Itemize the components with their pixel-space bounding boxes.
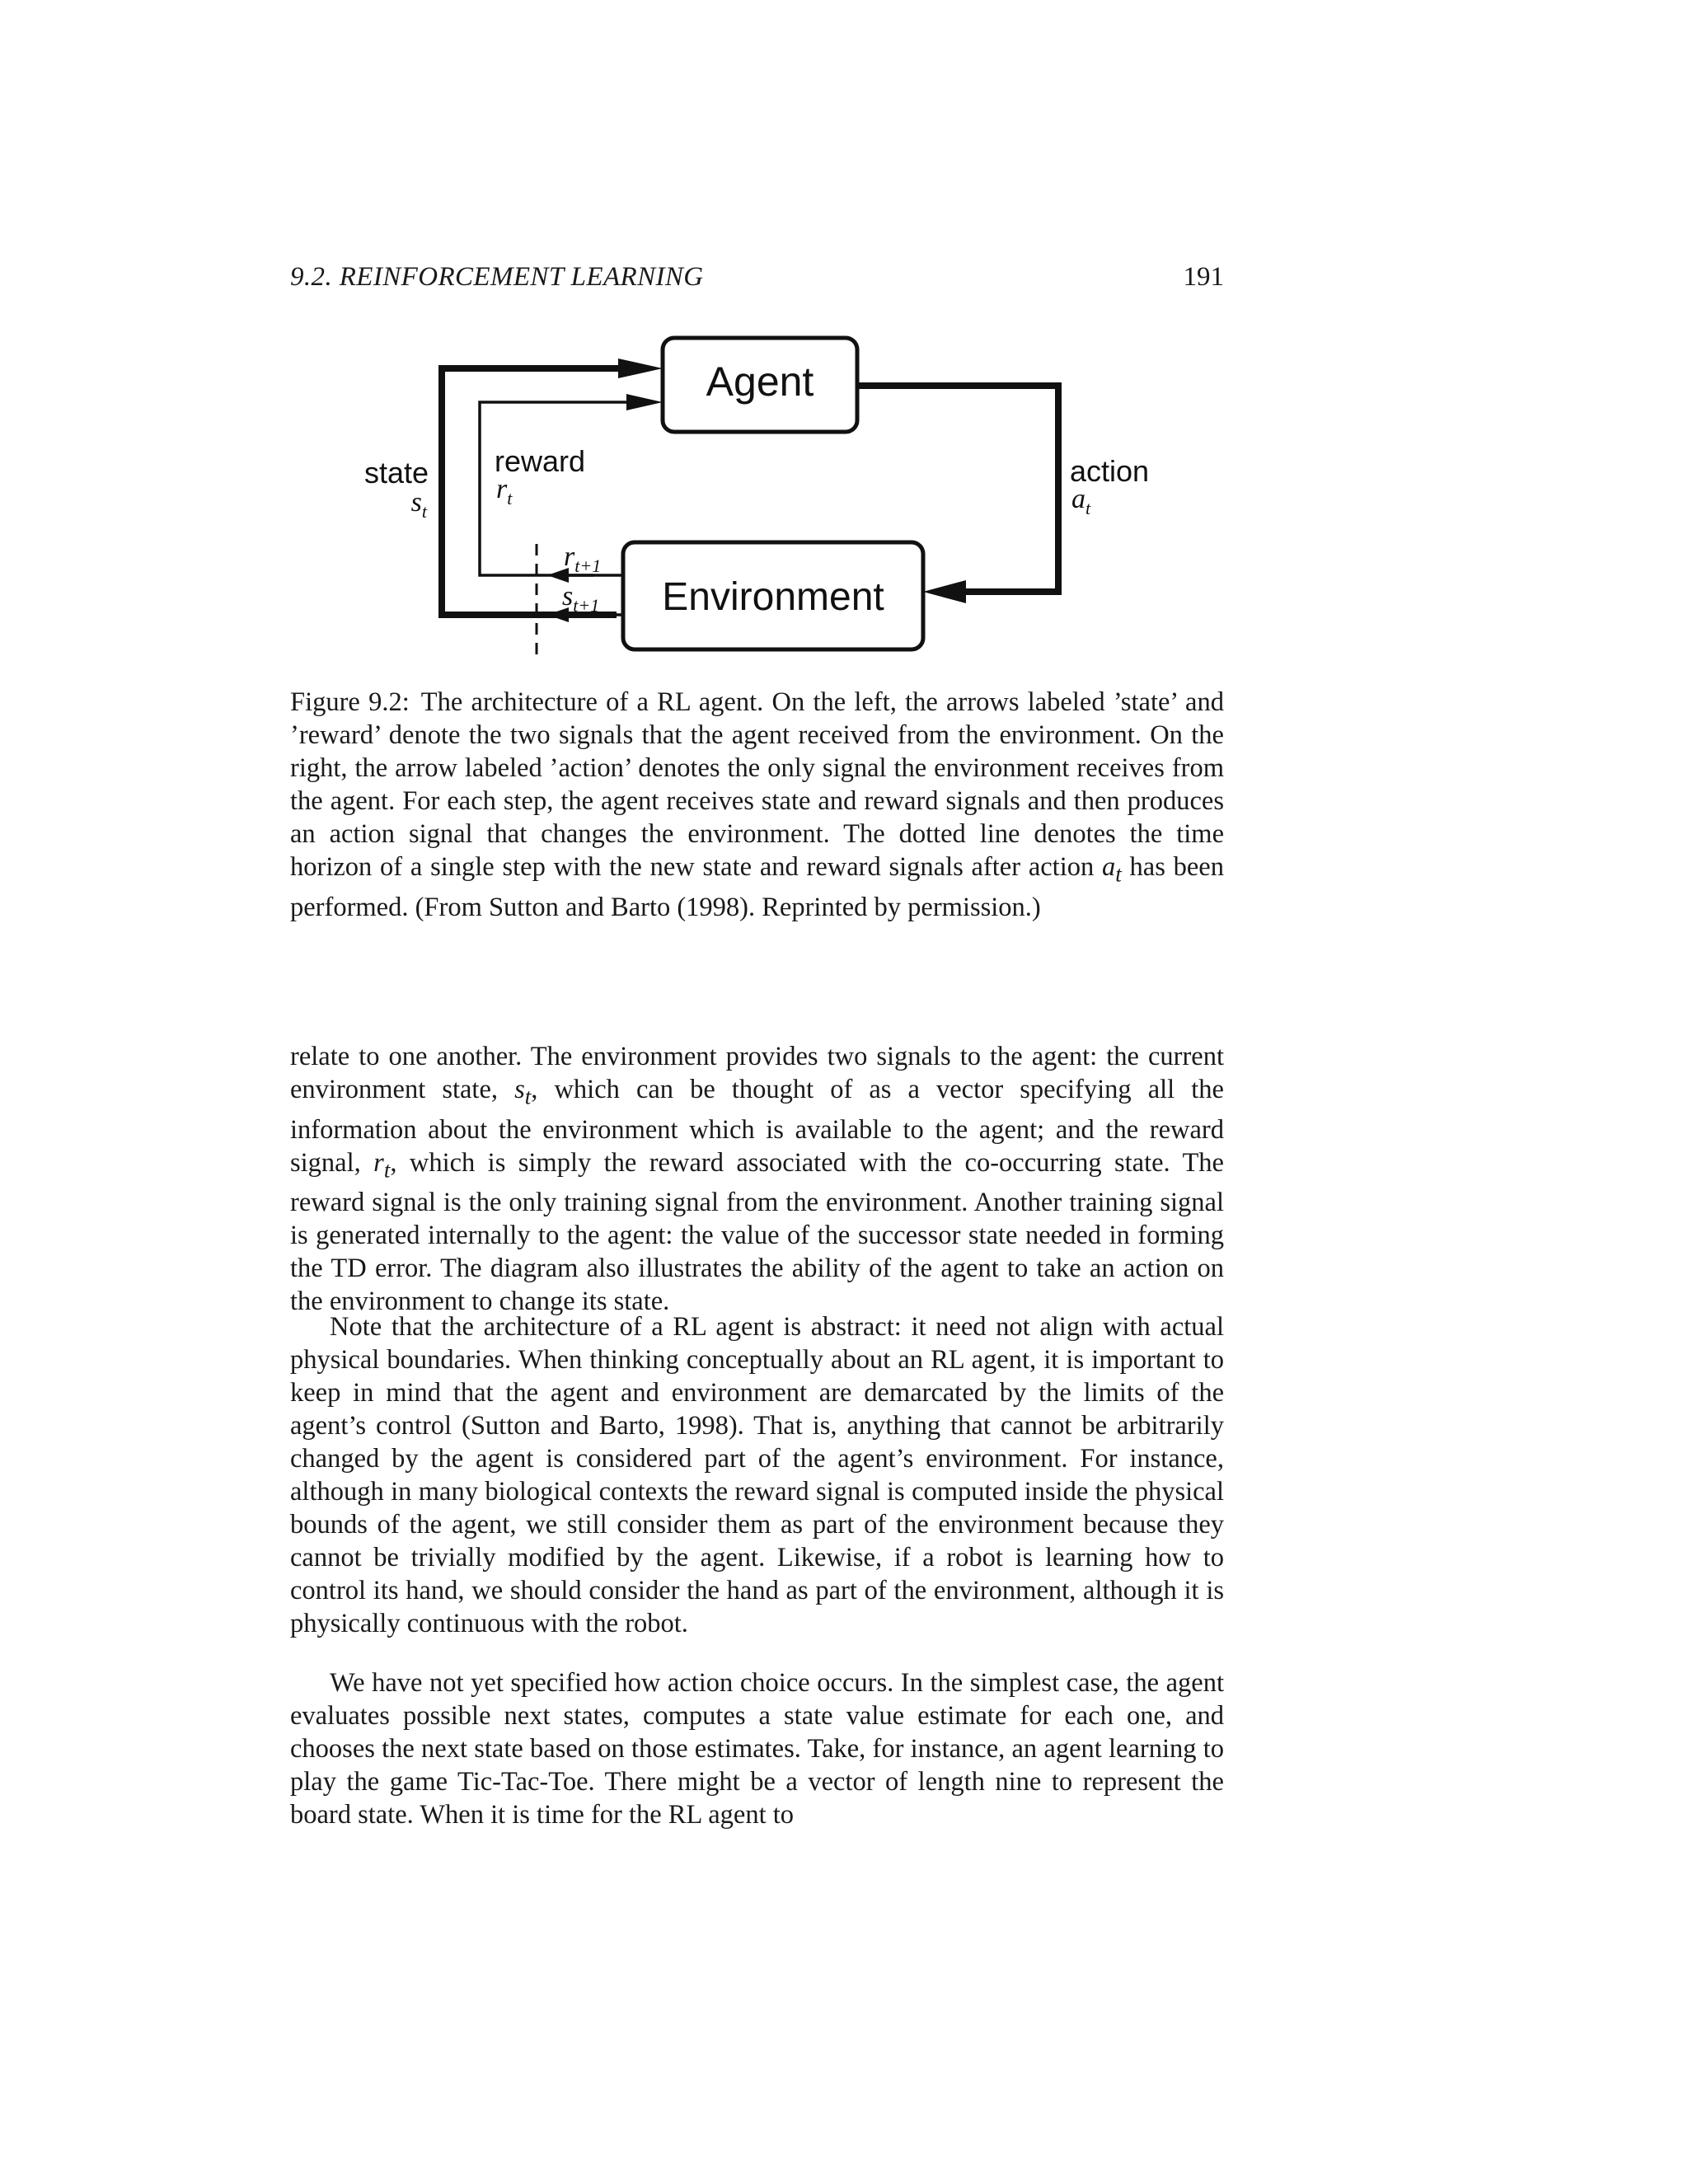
- state-label: state: [363, 456, 429, 490]
- action-symbol: $a_t$: [1071, 484, 1091, 518]
- reward-math: $r_t$: [373, 1147, 391, 1182]
- next-reward-symbol: $r_{t+1}$: [564, 541, 602, 576]
- rl-architecture-diagram: [330, 313, 1203, 659]
- agent-label: Agent: [706, 359, 814, 405]
- state-math: $s_t$: [514, 1075, 532, 1109]
- reward-symbol: $r_t$: [496, 474, 513, 509]
- environment-label: Environment: [662, 575, 884, 619]
- page-number: 191: [1183, 262, 1224, 292]
- page-header: [290, 262, 1224, 298]
- reward-arrowhead: [626, 394, 663, 410]
- state-arrow: [442, 368, 626, 615]
- caption-math: $a_t$: [1102, 852, 1122, 887]
- reward-label: reward: [495, 444, 586, 478]
- figure-label: Figure 9.2:: [290, 687, 410, 717]
- running-head: 9.2. REINFORCEMENT LEARNING: [290, 262, 704, 292]
- state-symbol: $s_t$: [410, 487, 427, 522]
- state-arrowhead: [618, 359, 663, 378]
- action-label: action: [1070, 454, 1150, 488]
- action-arrowhead: [923, 580, 966, 603]
- paragraph-2: Note that the architecture of a RL agent is abstract: it need not align with actual physical boundaries. When thinking conceptually about an RL agent, it is important to keep in mind that the agent and environment are demarcated by the limits of the agent’s control (Sutton and Barto, 1998). That is, anything that cannot be arbitrarily changed by the agent is considered part of the agent’s environment. For instance, although in many biological contexts the reward signal is computed inside the physical bounds of the agent, we still consider them as part of the environment because they cannot be trivially modified by the agent. Likewise, if a robot is learning how to control its hand, we should consider the hand as part of the environment, although it is physically continuous with the robot.: [290, 1312, 1224, 1638]
- figure-caption: [290, 686, 1224, 924]
- next-state-symbol: $s_{t+1}$: [562, 581, 600, 616]
- paragraph-3: We have not yet specified how action choice occurs. In the simplest case, the agent evaluates possible next states, computes a state value estimate for each one, and chooses the next state based on those estimates. Take, for instance, an agent learning to play the game Tic-Tac-Toe. There might be a vector of length nine to represent the board state. When it is time for the RL agent to: [290, 1668, 1224, 1830]
- caption-text-after: has been performed. (From Sutton and Barto (1998). Reprinted by permission.): [290, 852, 1224, 922]
- caption-text: The architecture of a RL agent. On the left, the arrows labeled ’state’ and ’reward’ denote the two signals that the agent received from the environment. On the right, the arrow labeled ’action’ denotes the only signal the environment receives from the agent. For each step, the agent receives state and reward signals and then produces an action signal that changes the environment. The dotted line denotes the time horizon of a single step with the new state and reward signals after action: [290, 687, 1224, 882]
- paragraph-1: relate to one another. The environment provides two signals to the agent: the current environment state, $s_t$, which can be thought of as a vector specifying all the information about the environment which is available to the agent; and the reward signal, $r_t$, which is simply the reward associated with the co-occurring state. The reward signal is the only training signal from the environment. Another training signal is generated internally to the agent: the value of the successor state needed in forming the TD error. The diagram also illustrates the ability of the agent to take an action on the environment to change its state.: [290, 1042, 1224, 1316]
